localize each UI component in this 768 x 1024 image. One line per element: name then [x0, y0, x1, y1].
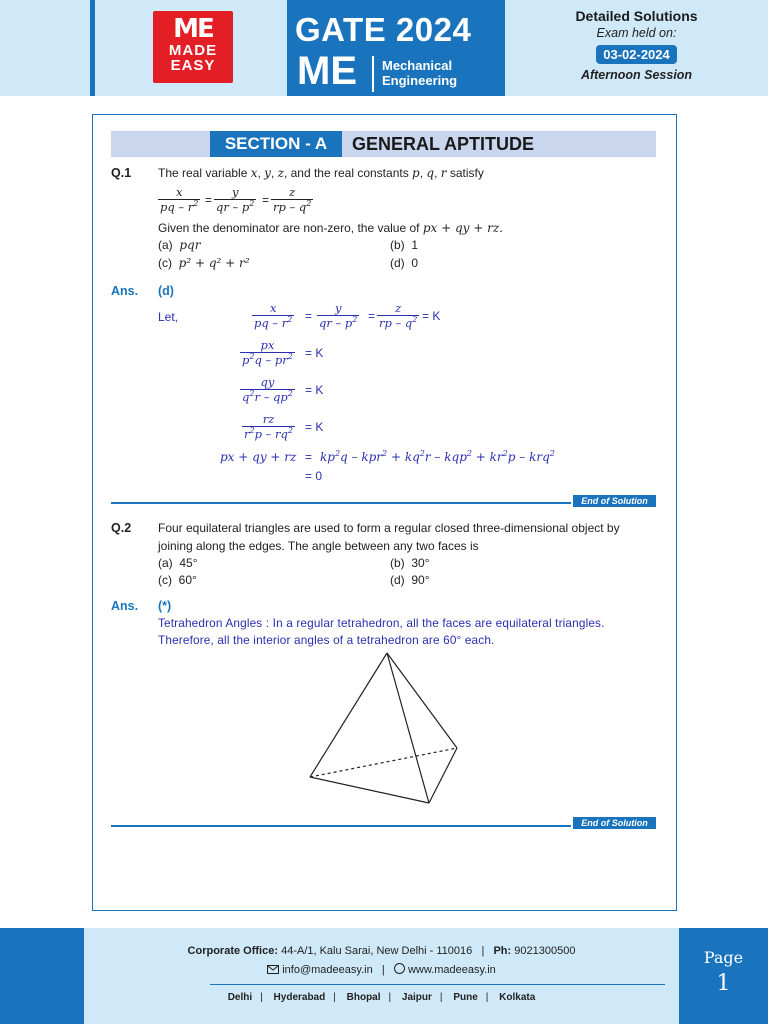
separator: | — [388, 992, 392, 1003]
phone-number: 9021300500 — [514, 945, 576, 957]
office-label: Corporate Office: — [187, 945, 279, 957]
website-link[interactable]: www.madeeasy.in — [407, 964, 496, 976]
option-value: 30° — [411, 556, 430, 570]
stem-var: z — [277, 166, 284, 180]
condition-text: Given the denominator are non-zero, the value of — [158, 221, 423, 235]
solution-fraction-x: $\frac{x}{pq - r^2}$ — [254, 301, 293, 330]
city-item: Bhopal — [346, 992, 381, 1003]
option-label: (a) — [158, 556, 173, 570]
equals-sign: = — [205, 193, 213, 207]
stem-text: satisfy — [446, 166, 484, 180]
question-number: Q.2 — [111, 521, 132, 535]
equals-sign: = — [262, 193, 270, 207]
separator: | — [485, 992, 489, 1003]
option-a — [158, 238, 200, 253]
option-a — [158, 556, 198, 571]
branch-line-1: Mechanical — [382, 58, 453, 73]
stem-var: p — [412, 166, 420, 180]
separator: | — [439, 992, 443, 1003]
option-value: 1 — [411, 238, 419, 252]
given-fraction-x: $\frac{x}{pq - r^2}$ — [160, 185, 199, 214]
option-d — [390, 573, 430, 588]
stem-text: , and the real constants — [283, 166, 413, 180]
equals-k — [305, 420, 323, 434]
option-value: p² + q² + r² — [178, 256, 250, 270]
equals-k-text: = K — [305, 346, 324, 360]
option-value: 0 — [411, 256, 419, 270]
city-item: Delhi — [227, 992, 253, 1003]
section-title: GENERAL APTITUDE — [352, 134, 535, 154]
end-of-solution-badge: End of Solution — [573, 495, 656, 507]
city-item: Jaipur — [401, 992, 432, 1003]
solution-let: Let, — [158, 310, 179, 324]
tetra-edge — [387, 653, 429, 803]
tetra-edge — [310, 777, 429, 803]
exam-banner — [287, 0, 505, 96]
equals-k-text: = K — [422, 309, 441, 323]
solution-fraction-px: $\frac{px}{p^2q - pr^2}$ — [242, 338, 293, 367]
solution-fraction-rz: $\frac{rz}{r^2p - rq^2}$ — [244, 412, 293, 441]
separator: | — [333, 992, 336, 1003]
sum-expansion: $kp^2q - kpr^2 + kq^2r - kqp^2 + kr^2p - krq^2$ — [320, 449, 555, 464]
option-b — [390, 238, 418, 253]
section-label: SECTION - A — [210, 131, 342, 157]
city-item: Hyderabad — [273, 992, 326, 1003]
equals-sign: = — [305, 309, 313, 323]
branch-line-2: Engineering — [382, 73, 458, 88]
separator: | — [381, 964, 385, 976]
tetra-edge — [387, 653, 457, 748]
sum-result: = 0 — [305, 469, 323, 483]
sum-lhs: px + qy + rz — [220, 450, 297, 464]
session-label: Afternoon Session — [580, 68, 693, 82]
city-item: Kolkata — [499, 992, 536, 1003]
option-label: (c) — [158, 256, 172, 270]
stem-text: , — [434, 166, 441, 180]
option-label: (a) — [158, 238, 173, 252]
stem-var: x — [250, 166, 258, 180]
option-value: 60° — [178, 573, 197, 587]
logo-mark: ME — [173, 14, 213, 44]
globe-icon — [394, 963, 405, 974]
option-value: pqr — [179, 238, 201, 252]
footer-divider — [210, 984, 665, 985]
end-of-solution-line — [111, 825, 571, 827]
tetra-hidden-edge — [310, 748, 457, 777]
separator: | — [481, 945, 485, 957]
option-d — [390, 256, 418, 271]
question-stem — [158, 166, 484, 181]
mail-icon — [267, 965, 279, 974]
answer-label: Ans. — [111, 284, 139, 298]
question-stem-line-1: Four equilateral triangles are used to form a regular closed three-dimensional object by — [158, 521, 620, 535]
logo-line-2: EASY — [170, 57, 216, 74]
question-condition — [158, 221, 503, 236]
equals-k-text: = K — [305, 383, 324, 397]
option-c — [158, 256, 250, 271]
stem-text: , — [419, 166, 427, 180]
separator: | — [260, 992, 263, 1003]
option-label: (d) — [390, 256, 405, 270]
tetra-edge — [429, 748, 457, 803]
solutions-info — [505, 0, 768, 96]
stem-var: r — [440, 166, 447, 180]
exam-date-badge: 03-02-2024 — [596, 45, 677, 64]
solution-fraction-y: $\frac{y}{qr - p^2}$ — [319, 301, 358, 330]
office-address: 44-A/1, Kalu Sarai, New Delhi - 110016 — [281, 945, 473, 957]
phone-label: Ph: — [493, 945, 512, 957]
footer-left-block — [0, 928, 84, 1024]
given-fraction-z: $\frac{z}{rp - q^2}$ — [273, 185, 312, 214]
tetra-edge — [310, 653, 387, 777]
banner-divider — [372, 56, 374, 92]
city-list — [84, 992, 679, 1003]
equals-sign: = — [305, 450, 313, 464]
end-of-solution-badge: End of Solution — [573, 817, 656, 829]
page-number: 1 — [716, 971, 731, 996]
stem-text: The real variable — [158, 166, 251, 180]
equals-k — [305, 346, 323, 360]
answer-label: Ans. — [111, 599, 139, 613]
question-number: Q.1 — [111, 166, 132, 180]
equals-k — [305, 383, 323, 397]
equals-k — [422, 309, 440, 323]
given-fraction-y: $\frac{y}{qr - p^2}$ — [216, 185, 255, 214]
option-label: (b) — [390, 238, 405, 252]
equals-k-text: = K — [305, 420, 324, 434]
solution-fraction-z: $\frac{z}{rp - q^2}$ — [379, 301, 418, 330]
held-on-label: Exam held on: — [596, 26, 677, 40]
logo-line-1: MADE — [168, 42, 218, 59]
tetrahedron-figure — [300, 645, 470, 810]
option-b — [390, 556, 430, 571]
branch-name — [382, 58, 457, 88]
equals-sign: = — [368, 309, 376, 323]
page-footer — [0, 928, 768, 1024]
corporate-office — [84, 945, 679, 957]
exam-title: GATE 2024 — [295, 11, 472, 48]
stem-text: , — [257, 166, 265, 180]
explanation-line-1: Tetrahedron Angles : In a regular tetrahedron, all the faces are equilateral triangles. — [158, 616, 605, 630]
answer-value: (*) — [158, 599, 172, 613]
made-easy-logo — [153, 11, 233, 83]
header-accent-bar — [90, 0, 95, 96]
solution-fraction-qy: $\frac{qy}{q^2r - qp^2}$ — [242, 375, 293, 404]
condition-expression: px + qy + rz. — [422, 221, 503, 235]
page-header — [0, 0, 768, 96]
explanation-line-2: Therefore, all the interior angles of a tetrahedron are 60° each. — [158, 633, 495, 647]
email-link[interactable]: info@madeeasy.in — [282, 964, 373, 976]
stem-text: , — [270, 166, 278, 180]
option-value: 45° — [179, 556, 198, 570]
stem-var: y — [264, 166, 271, 180]
end-of-solution-line — [111, 502, 571, 504]
branch-code: ME — [297, 49, 357, 93]
solutions-heading: Detailed Solutions — [575, 8, 698, 24]
option-label: (c) — [158, 573, 172, 587]
contact-row — [84, 963, 679, 976]
option-value: 90° — [411, 573, 430, 587]
stem-var: q — [426, 166, 435, 180]
question-stem-line-2: joining along the edges. The angle between any two faces is — [158, 539, 479, 553]
page-label: Page — [703, 948, 744, 967]
option-label: (d) — [390, 573, 405, 587]
answer-value: (d) — [158, 284, 174, 298]
city-item: Pune — [453, 992, 478, 1003]
option-label: (b) — [390, 556, 405, 570]
page-number-block — [679, 928, 768, 1024]
option-c — [158, 573, 197, 588]
